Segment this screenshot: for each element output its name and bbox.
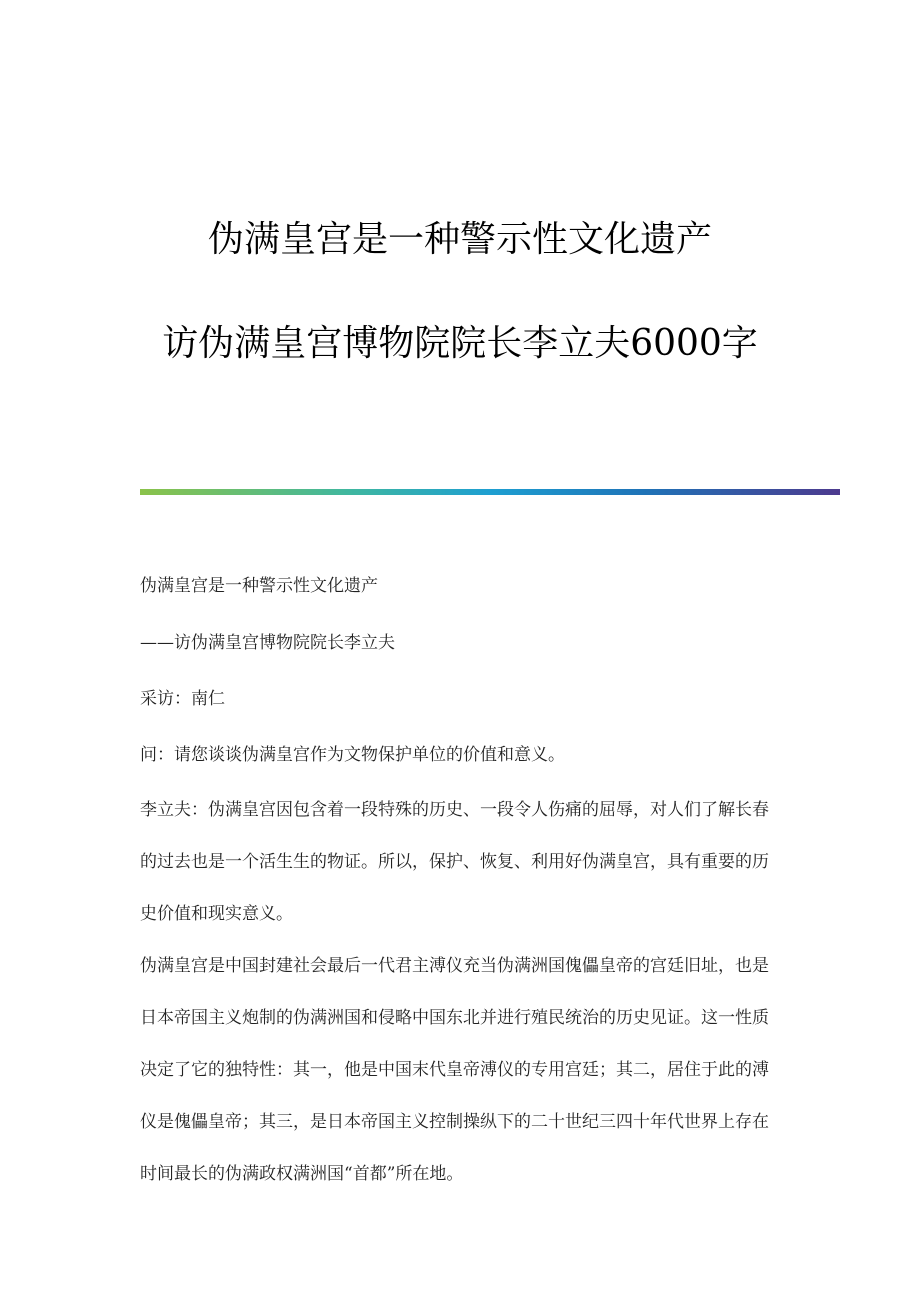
reporter-line: 采访：南仁 [140,689,225,709]
gradient-divider [140,489,840,495]
article-heading: 伪满皇宫是一种警示性文化遗产 [140,576,378,596]
document-title: 伪满皇宫是一种警示性文化遗产 [207,219,712,260]
question-paragraph: 问：请您谈谈伪满皇宫作为文物保护单位的价值和意义。 [140,745,565,765]
article-subheading: ——访伪满皇宫博物院院长李立夫 [140,633,395,653]
document-subtitle: 访伪满皇宫博物院院长李立夫6000字 [162,323,758,364]
answer-paragraph-2: 伪满皇宫是中国封建社会最后一代君主溥仪充当伪满洲国傀儡皇帝的宫廷旧址，也是日本帝国主义炮制的伪满洲国和侵略中国东北并进行殖民统治的历史见证。这一性质决定了它的独特性：其一，他是中国末代皇帝溥仪的专用宫廷；其二，居住于此的溥仪是傀儡皇帝；其三，是日本帝国主义控制操纵下的二十世纪三四十年代世界上存在时间最长的伪满政权满洲国“首都”所在地。 [140,956,769,1184]
answer-paragraph-1: 李立夫：伪满皇宫因包含着一段特殊的历史、一段令人伤痛的屈辱，对人们了解长春的过去也是一个活生生的物证。所以，保护、恢复、利用好伪满皇宫，具有重要的历史价值和现实意义。 [140,800,769,924]
